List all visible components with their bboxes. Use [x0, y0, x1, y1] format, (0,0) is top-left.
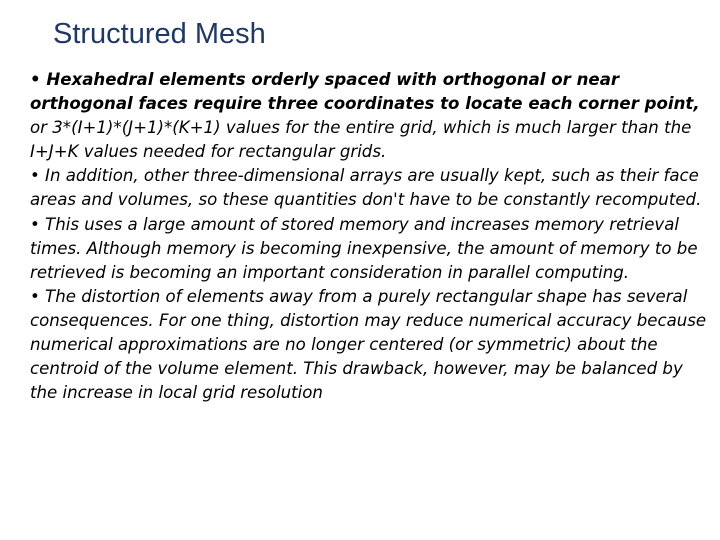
bullet-4 — [30, 285, 714, 405]
bullet-1-text: or 3*(I+1)*(J+1)*(K+1) values for the entire grid, which is much larger than the I+J+K values needed for rectangular grids. — [30, 118, 692, 162]
bullet-1-bold-text: • Hexahedral elements orderly spaced with orthogonal or near orthogonal faces require three coordinates to locate each corner point, — [30, 70, 700, 114]
bullet-3-text: • This uses a large amount of stored memory and increases memory retrieval times. Although memory is becoming inexpensive, the amount of memory to be retrieved is becoming an important consideration in parallel computing. — [30, 214, 698, 282]
bullet-2 — [30, 164, 714, 212]
slide-body — [30, 68, 714, 405]
bullet-3 — [30, 213, 714, 285]
bullet-2-text: • In addition, other three-dimensional arrays are usually kept, such as their face areas and volumes, so these quantities don't have to be constantly recomputed. — [30, 166, 702, 210]
bullet-1 — [30, 68, 714, 164]
bullet-4-text: • The distortion of elements away from a purely rectangular shape has several consequences. For one thing, distortion may reduce numerical accuracy because numerical approximations are no longer centered (or symmetric) about the centroid of the volume element. This drawback, however, may be balanced by the increase in local grid resolution — [30, 286, 707, 403]
slide-title: Structured Mesh — [53, 18, 266, 50]
